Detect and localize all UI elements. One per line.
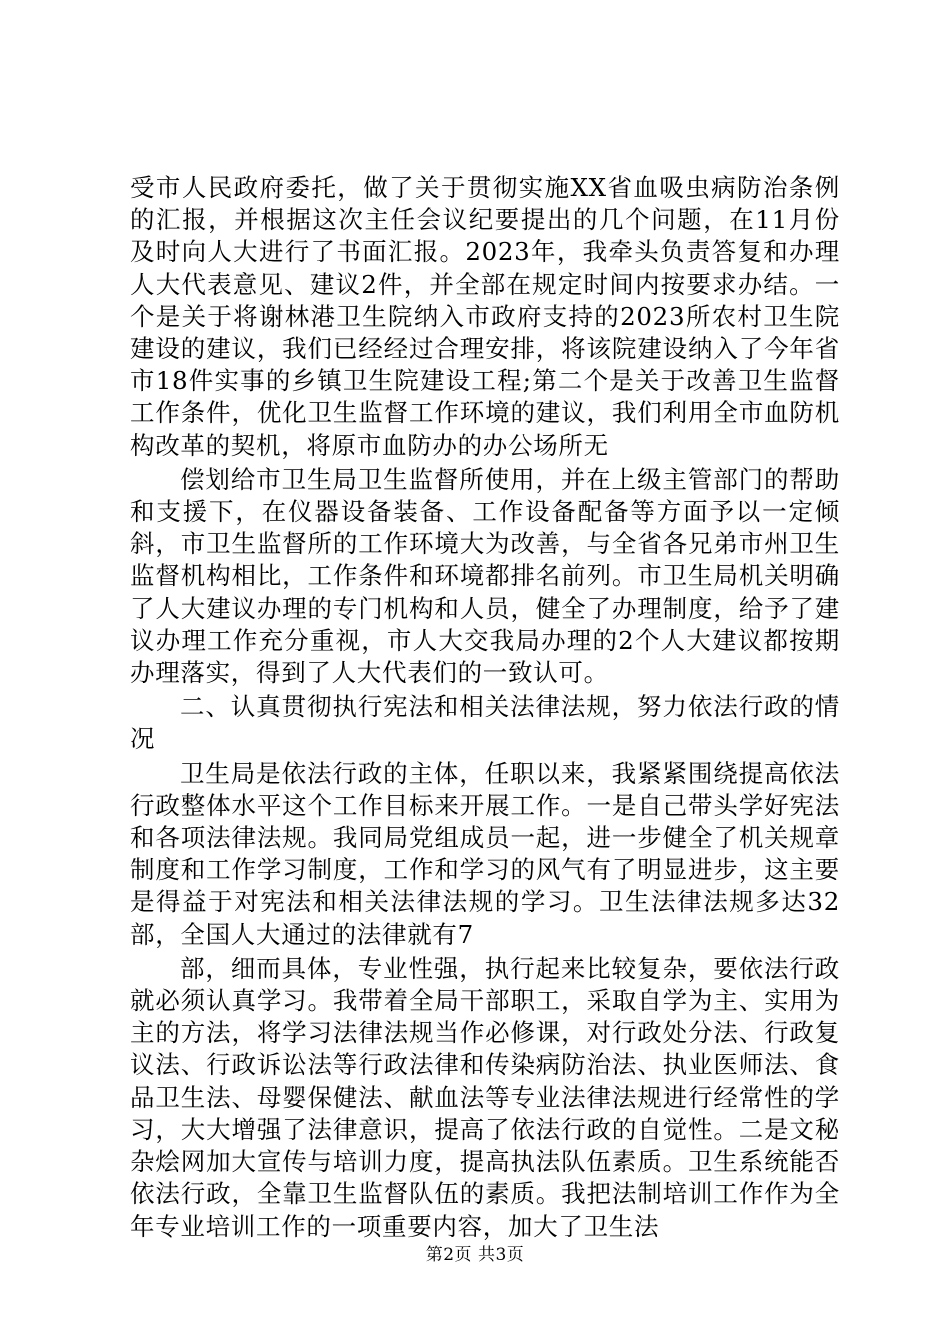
document-body (130, 172, 840, 1243)
page-number-footer: 第2页 共3页 (425, 1245, 525, 1265)
paragraph: 卫生局是依法行政的主体，任职以来，我紧紧围绕提高依法行政整体水平这个工作目标来开展工作。一是自己带头学好宪法和各项法律法规。我同局党组成员一起，进一步健全了机关规章制度和工作学习制度，工作和学习的风气有了明显进步，这主要是得益于对宪法和相关法律法规的学习。卫生法律法规多达32部，全国人大通过的法律就有7 (130, 758, 840, 949)
section-heading: 二、认真贯彻执行宪法和相关法律法规，努力依法行政的情况 (130, 692, 840, 754)
paragraph: 部，细而具体，专业性强，执行起来比较复杂，要依法行政就必须认真学习。我带着全局干部职工，采取自学为主、实用为主的方法，将学习法律法规当作必修课，对行政处分法、行政复议法、行政诉讼法等行政法律和传染病防治法、执业医师法、食品卫生法、母婴保健法、献血法等专业法律法规进行经常性的学习，大大增强了法律意识，提高了依法行政的自觉性。二是文秘杂烩网加大宣传与培训力度，提高执法队伍素质。卫生系统能否依法行政，全靠卫生监督队伍的素质。我把法制培训工作作为全年专业培训工作的一项重要内容，加大了卫生法 (130, 953, 840, 1241)
paragraph: 受市人民政府委托，做了关于贯彻实施XX省血吸虫病防治条例的汇报，并根据这次主任会议纪要提出的几个问题，在11月份及时向人大进行了书面汇报。2023年，我牵头负责答复和办理人大代表意见、建议2件，并全部在规定时间内按要求办结。一个是关于将谢林港卫生院纳入市政府支持的2023所农村卫生院建设的建议，我们已经经过合理安排，将该院建设纳入了今年省市18件实事的乡镇卫生院建设工程;第二个是关于改善卫生监督工作条件，优化卫生监督工作环境的建议，我们利用全市血防机构改革的契机，将原市血防办的办公场所无 (130, 173, 840, 460)
paragraph: 偿划给市卫生局卫生监督所使用，并在上级主管部门的帮助和支援下，在仪器设备装备、工作设备配备等方面予以一定倾斜，市卫生监督所的工作环境大为改善，与全省各兄弟市州卫生监督机构相比，工作条件和环境都排名前列。市卫生局机关明确了人大建议办理的专门机构和人员，健全了办理制度，给予了建议办理工作充分重视，市人大交我局办理的2个人大建议都按期办理落实，得到了人大代表们的一致认可。 (130, 464, 840, 688)
